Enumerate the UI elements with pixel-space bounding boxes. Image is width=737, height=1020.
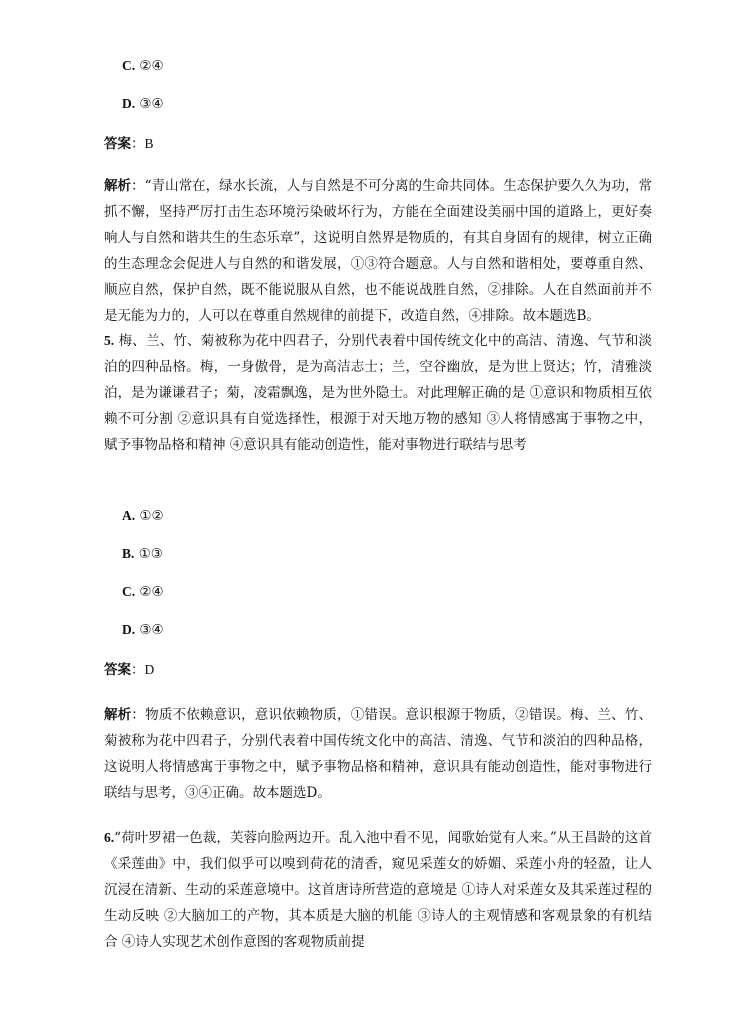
q5-option-a[interactable] [122,507,164,525]
answer-label: 答案 [104,136,131,152]
q4-analysis [104,173,652,329]
option-text: ②④ [139,58,164,74]
analysis-label: 解析 [104,707,132,723]
q4-option-d[interactable] [122,95,164,113]
option-text: ①② [139,508,164,524]
question-number: 5. [104,333,115,348]
answer-value: D [144,662,155,677]
q5-option-c[interactable] [122,583,164,601]
q5-option-d[interactable] [122,621,164,639]
answer-value: B [144,136,154,151]
option-text: ③④ [139,96,164,112]
q6-stem [104,825,652,955]
analysis-label: 解析 [104,178,132,194]
answer-separator: ： [131,136,145,152]
question-text: “荷叶罗裙一色裁，芙蓉向脸两边开。乱入池中看不见，闻歌始觉有人来。”从王昌龄的这首《采莲曲》中，我们似乎可以嗅到荷花的清香，窥见采莲女的娇媚、采莲小舟的轻盈，让人沉浸在清新、生动的采莲意境中。这首唐诗所营造的意境是 ①诗人对采莲女及其采莲过程的生动反映 ②大脑加工的产物，其本质是大脑的机能 ③诗人的主观情感和客观景象的有机结合 ④诗人实现艺术创作意图的客观物质前提 [104,830,652,950]
option-text: ②④ [139,584,164,600]
question-text: 梅、兰、竹、菊被称为花中四君子，分别代表着中国传统文化中的高洁、清逸、气节和淡泊的四种品格。梅，一身傲骨，是为高洁志士；兰，空谷幽放，是为世上贤达；竹，清雅淡泊，是为谦谦君子；菊，凌霜飘逸，是为世外隐士。对此理解正确的是 ①意识和物质相互依赖不可分割 ②意识具有自觉选择性，根源于对天地万物的感知 ③人将情感寓于事物之中，赋予事物品格和精神 ④意识具有能动创造性，能对事物进行联结与思考 [104,333,653,453]
option-letter: D. [122,96,136,111]
analysis-text: 物质不依赖意识，意识依赖物质，①错误。意识根源于物质，②错误。梅、兰、竹、菊被称为花中四君子，分别代表着中国传统文化中的高洁、清逸、气节和淡泊的四种品格，这说明人将情感寓于事物之中，赋予事物品格和精神，意识具有能动创造性，能对事物进行联结与思考，③④正确。故本题选D。 [104,707,653,801]
q5-stem [104,328,652,458]
q5-analysis [104,702,652,806]
option-letter: A. [122,508,136,523]
q4-answer [104,135,154,153]
q5-answer [104,661,154,679]
option-letter: D. [122,622,136,637]
option-letter: B. [122,546,135,561]
option-letter: C. [122,58,136,73]
option-text: ③④ [139,622,164,638]
analysis-separator: ： [131,178,145,194]
option-letter: C. [122,584,136,599]
answer-label: 答案 [104,662,131,678]
analysis-separator: ： [131,707,146,723]
analysis-text: “青山常在，绿水长流，人与自然是不可分离的生命共同体。生态保护要久久为功，常抓不懈，坚持严厉打击生态环境污染破坏行为，方能在全面建设美丽中国的道路上，更好奏响人与自然和谐共生的生态乐章”，这说明自然界是物质的，有其自身固有的规律，树立正确的生态理念会促进人与自然的和谐发展，①③符合题意。人与自然和谐相处，要尊重自然、顺应自然，保护自然，既不能说服从自然，也不能说战胜自然，②排除。人在自然面前并不是无能为力的，人可以在尊重自然规律的前提下，改造自然，④排除。故本题选B。 [104,178,653,324]
option-text: ①③ [138,546,163,562]
q4-option-c[interactable] [122,57,164,75]
question-number: 6. [104,830,115,845]
q5-option-b[interactable] [122,545,163,563]
answer-separator: ： [131,662,145,678]
